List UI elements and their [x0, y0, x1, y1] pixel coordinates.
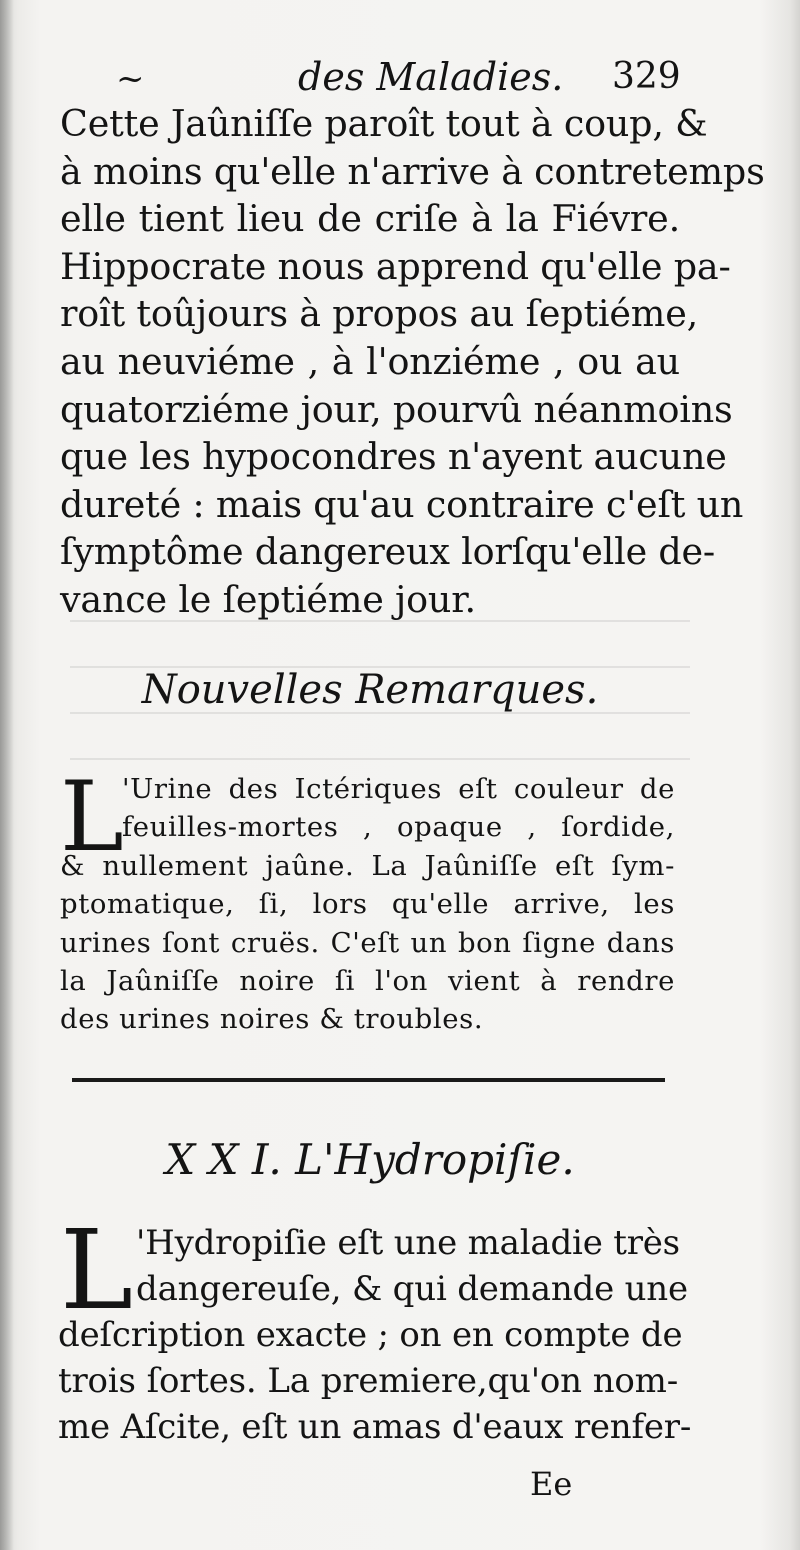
- paragraph-remarques: [60, 761, 675, 1039]
- text-line: dureté : mais qu'au contraire c'eſt un: [60, 482, 744, 526]
- text-line: me Aſcite, eſt un amas d'eaux renfer-: [58, 1407, 692, 1447]
- text-line: ſymptôme dangereux lorſqu'elle de-: [60, 530, 716, 574]
- text-line: 'Hydropiſie eſt une maladie très: [136, 1223, 680, 1263]
- text-line: des urines noires & troubles.: [60, 1003, 484, 1036]
- text-line: ptomatique, ſi, lors qu'elle arrive, les: [60, 888, 675, 921]
- page-gutter-shadow: [0, 0, 14, 1550]
- paragraph-jaunisse: [60, 100, 765, 624]
- text-line: Cette Jaûniſſe paroît tout à coup, &: [60, 102, 708, 145]
- section-divider-rule: [72, 1078, 665, 1082]
- text-line: deſcription exacte ; on en compte de: [58, 1315, 683, 1355]
- text-line: vance le ſeptiéme jour.: [60, 577, 476, 621]
- catchword: Ee: [530, 1465, 573, 1503]
- text-line: trois ſortes. La premiere,qu'on nom-: [58, 1361, 678, 1401]
- text-line: quatorziéme jour, pourvû néanmoins: [60, 387, 733, 431]
- section-heading-remarques: Nouvelles Remarques.: [141, 667, 599, 713]
- text-line: feuilles-mortes , opaque , ſordide,: [122, 811, 675, 844]
- text-line: elle tient lieu de criſe à la Fiévre.: [60, 197, 680, 241]
- page-number: 329: [612, 56, 681, 97]
- text-line: au neuviéme , à l'onziéme , ou au: [60, 339, 680, 383]
- running-head-title: des Maladies.: [298, 55, 564, 99]
- text-line: Hippocrate nous apprend qu'elle pa-: [60, 244, 731, 288]
- text-line: dangereuſe, & qui demande une: [136, 1269, 688, 1309]
- text-line: 'Urine des Ictériques eſt couleur de: [122, 773, 675, 805]
- text-line: & nullement jaûne. La Jaûniſſe eſt ſym-: [60, 849, 675, 882]
- text-line: la Jaûniſſe noire ſi l'on vient à rendre: [60, 964, 675, 997]
- text-line: à moins qu'elle n'arrive à contretemps: [60, 149, 765, 193]
- running-head-mark: ~: [116, 59, 145, 99]
- text-line: que les hypocondres n'ayent aucune: [60, 435, 727, 479]
- paragraph-hydropisie: [58, 1206, 692, 1450]
- text-line: urines ſont cruës. C'eſt un bon ſigne dans: [60, 926, 675, 959]
- drop-cap: L: [60, 1206, 134, 1334]
- running-head: [60, 52, 680, 102]
- text-line: roît toûjours à propos au ſeptiéme,: [60, 292, 699, 336]
- drop-cap: L: [60, 761, 124, 873]
- chapter-heading-hydropisie: X X I. L'Hydropiſie.: [165, 1135, 575, 1184]
